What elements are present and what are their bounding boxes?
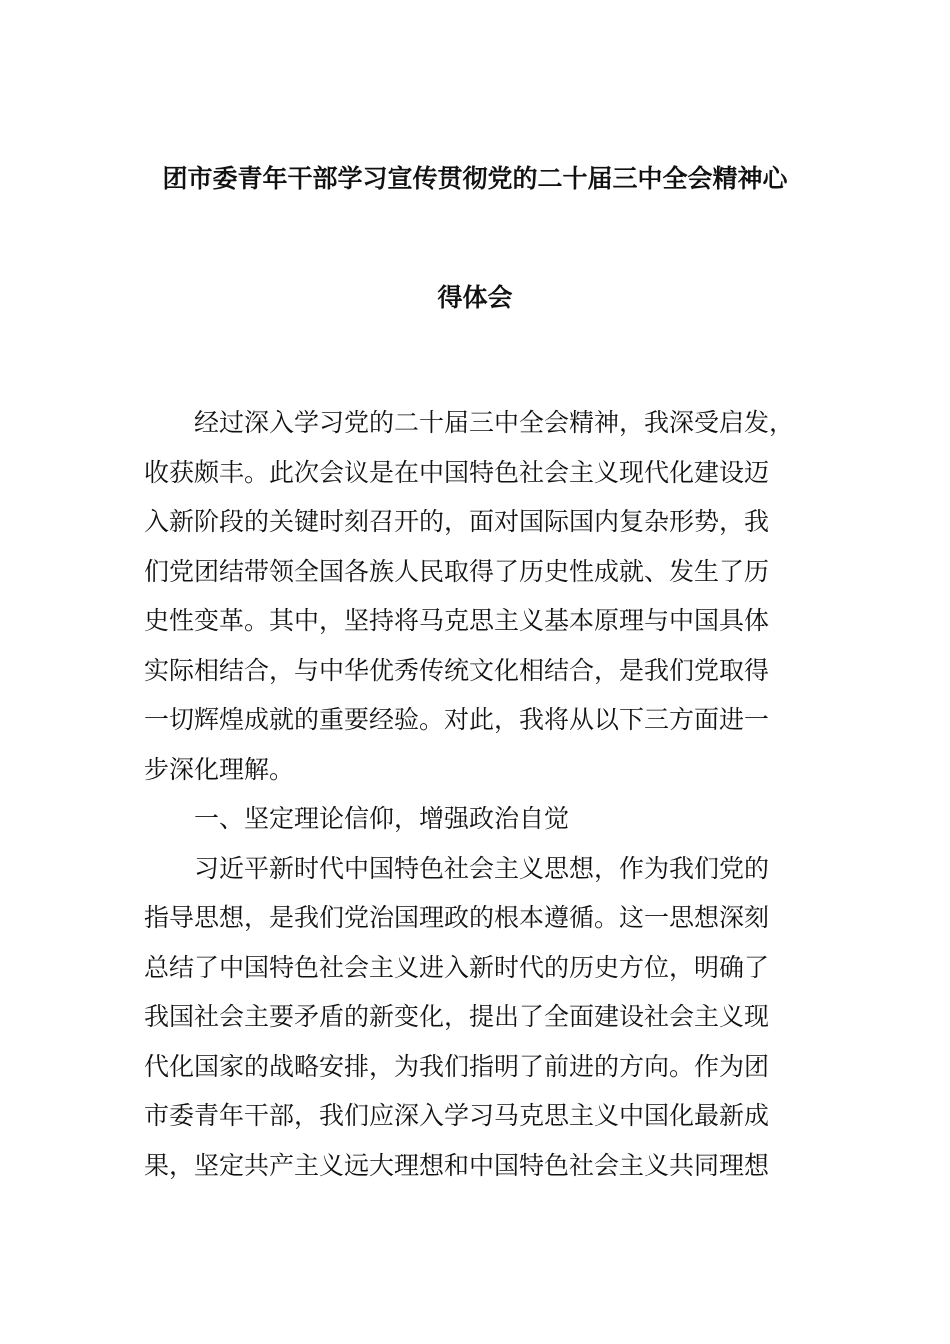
paragraph-line: 步深化理解。 xyxy=(144,754,295,784)
paragraph-line: 习近平新时代中国特色社会主义思想，作为我们党的 xyxy=(194,853,770,883)
paragraph-line: 指导思想，是我们党治国理政的根本遵循。这一思想深刻 xyxy=(144,903,770,932)
paragraph-line: 们党团结带领全国各族人民取得了历史性成就、发生了历 xyxy=(144,556,770,586)
paragraph-line: 经过深入学习党的二十届三中全会精神，我深受启发， xyxy=(194,408,795,437)
paragraph-line: 实际相结合，与中华优秀传统文化相结合，是我们党取得 xyxy=(144,655,770,685)
document-title-line-2: 得体会 xyxy=(437,283,513,312)
paragraph-line: 果，坚定共产主义远大理想和中国特色社会主义共同理想 xyxy=(144,1150,770,1180)
paragraph-line: 我国社会主要矛盾的新变化，提出了全面建设社会主义现 xyxy=(144,1002,770,1031)
paragraph-line: 史性变革。其中，坚持将马克思主义基本原理与中国具体 xyxy=(144,606,770,635)
paragraph-line: 一切辉煌成就的重要经验。对此，我将从以下三方面进一 xyxy=(144,705,770,734)
paragraph-line: 市委青年干部，我们应深入学习马克思主义中国化最新成 xyxy=(144,1101,770,1130)
section-heading: 一、坚定理论信仰，增强政治自觉 xyxy=(194,804,570,833)
paragraph-line: 收获颇丰。此次会议是在中国特色社会主义现代化建设迈 xyxy=(144,457,770,487)
paragraph-line: 总结了中国特色社会主义进入新时代的历史方位，明确了 xyxy=(144,952,770,982)
paragraph-line: 入新阶段的关键时刻召开的，面对国际国内复杂形势，我 xyxy=(144,507,770,536)
section-heading-block xyxy=(144,794,834,844)
paragraph-intro xyxy=(144,398,834,794)
document-title-line-1: 团市委青年干部学习宣传贯彻党的二十届三中全会精神心 xyxy=(162,164,788,193)
paragraph-line: 代化国家的战略安排，为我们指明了前进的方向。作为团 xyxy=(144,1051,770,1081)
paragraph-section-1 xyxy=(144,844,834,1191)
